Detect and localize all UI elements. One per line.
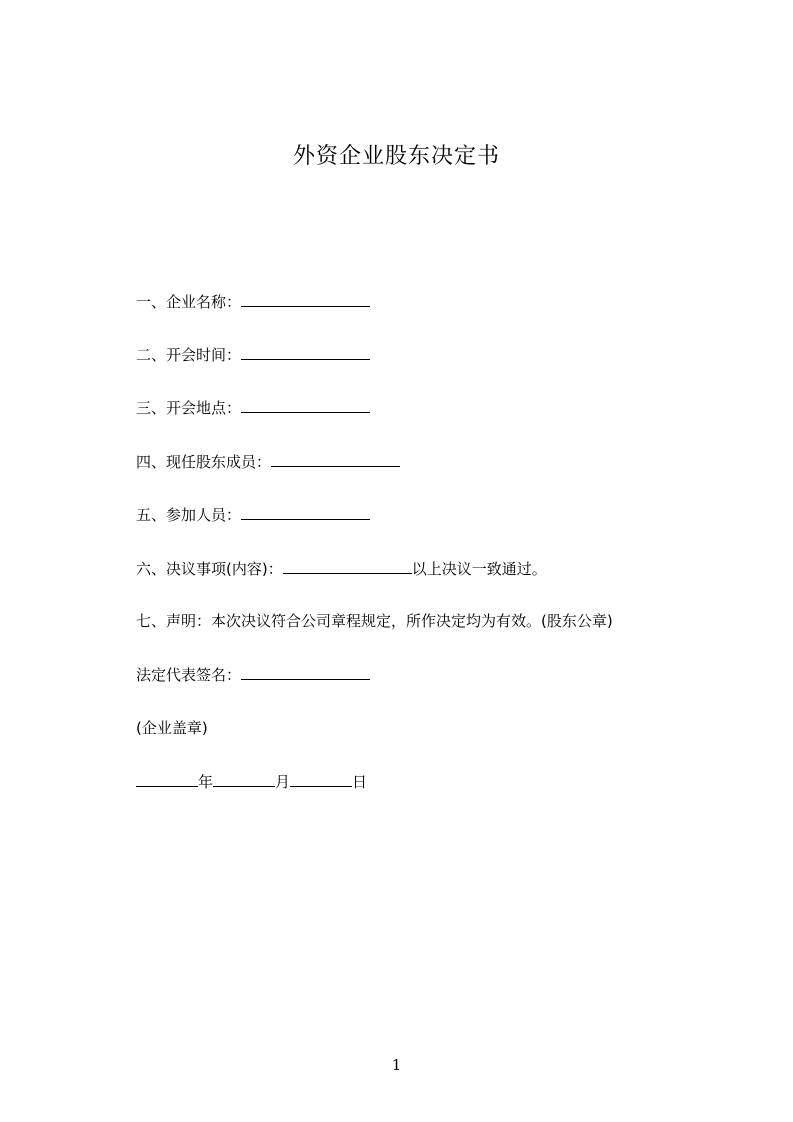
- fill-in-blank[interactable]: [241, 291, 370, 307]
- item-label: 一、企业名称：: [136, 293, 242, 311]
- item-label: 六、决议事项(内容)：: [136, 560, 283, 578]
- fill-in-blank[interactable]: [241, 504, 370, 520]
- year-label: 年: [198, 773, 214, 791]
- fill-in-blank[interactable]: [241, 344, 370, 360]
- month-blank[interactable]: [213, 771, 275, 787]
- year-blank[interactable]: [136, 771, 198, 787]
- document-title: 外资企业股东决定书: [292, 144, 500, 169]
- month-label: 月: [275, 773, 291, 791]
- fill-in-blank[interactable]: [271, 451, 400, 467]
- item-label: 七、声明：本次决议符合公司章程规定，所作决定均为有效。(股东公章): [136, 612, 613, 630]
- item-label: 四、现任股东成员：: [136, 453, 272, 471]
- item-meeting-place: [136, 397, 370, 418]
- item-meeting-time: [136, 344, 370, 365]
- item-suffix: 以上决议一致通过。: [411, 560, 547, 578]
- item-label: 五、参加人员：: [136, 506, 242, 524]
- fill-in-blank[interactable]: [241, 397, 370, 413]
- company-seal: [136, 718, 208, 738]
- day-blank[interactable]: [290, 771, 352, 787]
- item-company-name: [136, 291, 370, 312]
- signature-label: 法定代表签名：: [136, 666, 242, 684]
- fill-in-blank[interactable]: [241, 664, 370, 680]
- seal-label: (企业盖章): [136, 719, 208, 737]
- fill-in-blank[interactable]: [283, 558, 412, 574]
- date-line: [136, 771, 367, 792]
- legal-representative-signature: [136, 664, 370, 685]
- item-attendees: [136, 504, 370, 525]
- item-declaration: [136, 611, 613, 631]
- item-resolution: [136, 558, 547, 579]
- item-current-shareholders: [136, 451, 400, 472]
- page-number: 1: [391, 1056, 402, 1074]
- item-label: 三、开会地点：: [136, 399, 242, 417]
- day-label: 日: [352, 773, 368, 791]
- item-label: 二、开会时间：: [136, 346, 242, 364]
